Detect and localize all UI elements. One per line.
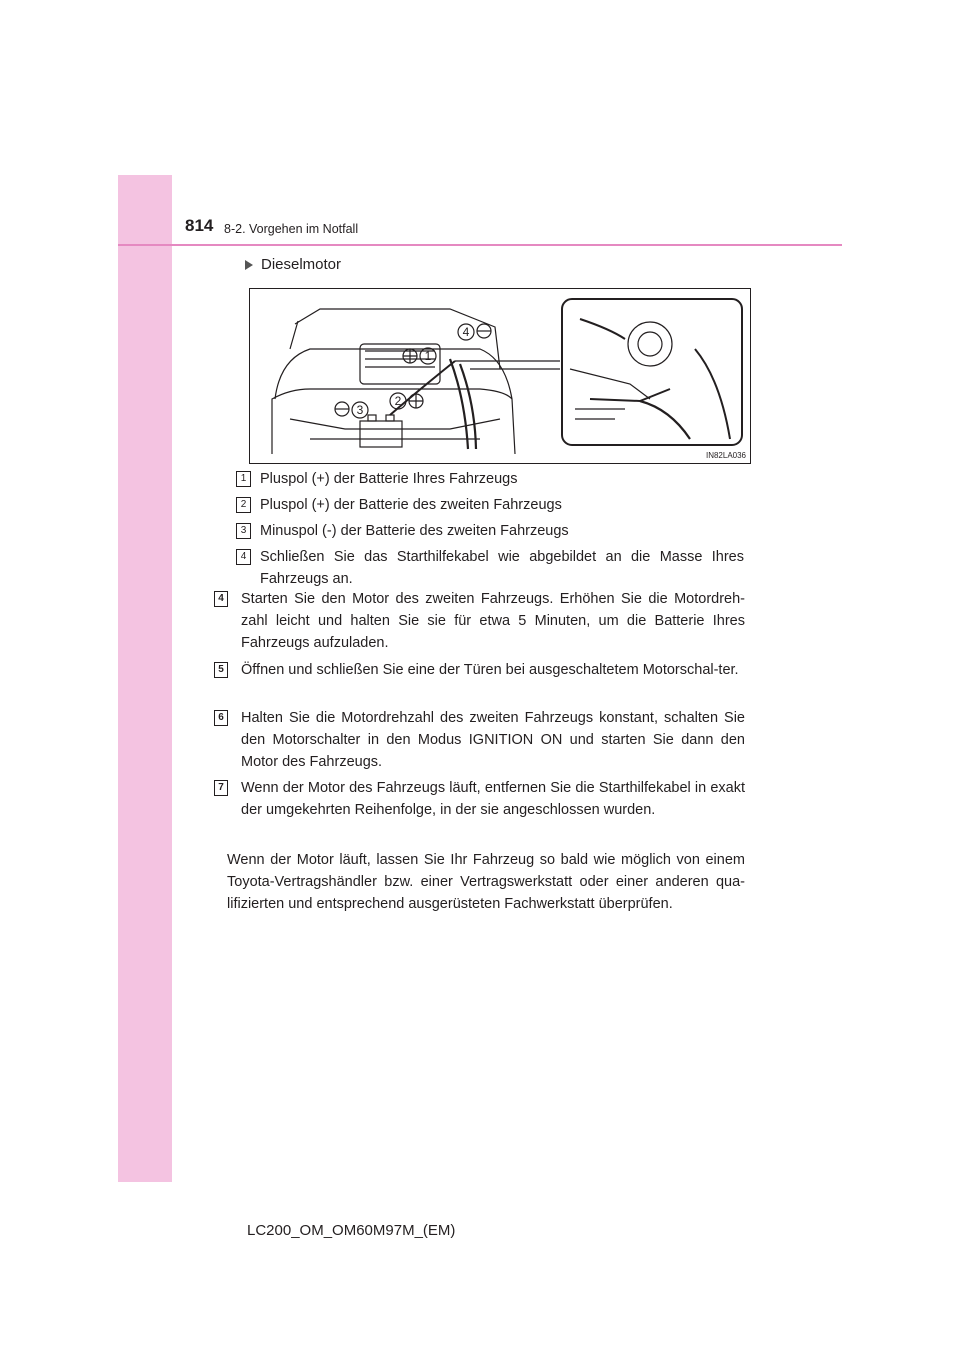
step-number: 7	[214, 780, 228, 796]
legend-text: Pluspol (+) der Batterie des zweiten Fahrzeugs	[260, 497, 562, 513]
section-bullet	[245, 256, 341, 273]
step-text: Halten Sie die Motordrehzahl des zweiten Fahrzeugs konstant, schalten Sie den Motorschalter in den Modus IGNITION ON und starten Sie dann den Motor des Fahrzeugs.	[241, 710, 745, 770]
page-number: 814	[185, 216, 214, 235]
note-paragraph: Wenn der Motor läuft, lassen Sie Ihr Fahrzeug so bald wie möglich von einem Toyota-Vertragshändler bzw. einer Vertragswerkstatt oder einer anderen qua-lifizierten und entsprechend ausgerüsteten Fachwerkstatt überprüfen.	[227, 852, 745, 912]
figure-code: IN82LA036	[705, 451, 746, 460]
chapter-sidebar-tab	[118, 175, 172, 1182]
triangle-bullet-icon	[245, 260, 253, 270]
legend-callout: 4	[236, 549, 251, 565]
legend-text: Pluspol (+) der Batterie Ihres Fahrzeugs	[260, 471, 518, 487]
step-number: 6	[214, 710, 228, 726]
callout-2: 2	[394, 394, 402, 408]
step-number: 5	[214, 662, 228, 678]
legend-text: Minuspol (-) der Batterie des zweiten Fahrzeugs	[260, 523, 569, 539]
engine-bay-drawing	[250, 289, 750, 463]
chapter-title: 8-2. Vorgehen im Notfall	[224, 222, 359, 236]
legend-callout: 1	[236, 471, 251, 487]
footer-doc-id: LC200_OM_OM60M97M_(EM)	[247, 1222, 456, 1239]
callout-4: 4	[462, 325, 470, 339]
legend-callout: 2	[236, 497, 251, 513]
callout-3: 3	[356, 403, 364, 417]
step-text: Starten Sie den Motor des zweiten Fahrzeugs. Erhöhen Sie die Motordreh-zahl leicht und halten Sie sie für etwa 5 Minuten, um die Batterie Ihres Fahrzeugs aufzuladen.	[241, 591, 745, 651]
bullet-label: Dieselmotor	[261, 256, 342, 273]
legend-text: Schließen Sie das Starthilfekabel wie abgebildet an die Masse Ihres Fahrzeugs an.	[260, 549, 744, 587]
header-rule	[118, 244, 842, 246]
step-number: 4	[214, 591, 228, 607]
step-text: Wenn der Motor des Fahrzeugs läuft, entfernen Sie die Starthilfekabel in exakt der umgekehrten Reihenfolge, in der sie angeschlossen wurden.	[241, 780, 745, 818]
legend-callout: 3	[236, 523, 251, 539]
engine-bay-illustration	[249, 288, 751, 464]
step-text: Öffnen und schließen Sie eine der Türen bei ausgeschaltetem Motorschal-ter.	[241, 662, 739, 678]
callout-1: 1	[424, 349, 432, 363]
